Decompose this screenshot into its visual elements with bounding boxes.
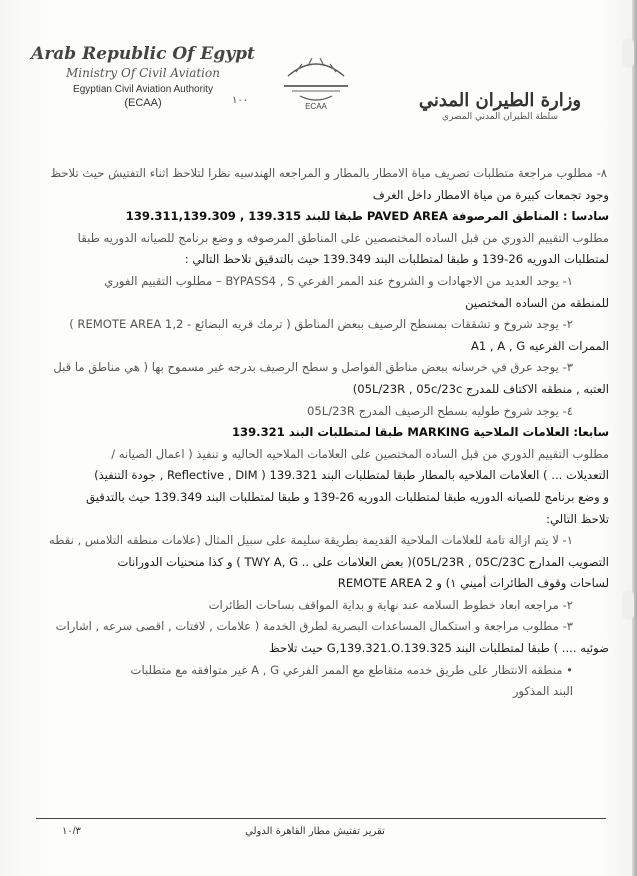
authority-name: Egyptian Civil Aviation Authority [73, 84, 213, 95]
text-line: مطلوب التقييم الدوري من قبل الساده المختصصين على المناطق المرصوفه و وضع برنامج للصيانه الدوريه طبقا [77, 230, 609, 245]
text-line: سادسا : المناطق المرصوفة PAVED AREA طبقا للبند 139.315 , 139.311,139.309 [125, 209, 609, 224]
page-mark: ١٠٠ [232, 95, 249, 106]
text-line: تلاحظ التالي: [546, 511, 609, 526]
text-line: للمنطقه من الساده المختصين [465, 295, 609, 310]
footer-rule [36, 818, 606, 819]
text-line: و وضع برنامج للصيانه الدوريه طبقا لمتطلبات الدوريه 26-139 و طبقا لمتطلبات البند 139.349 حيث بالتدقيق [86, 489, 609, 504]
text-line: العتبه , منطقه الاكتاف للمدرج 05L/23R , 05c/23c) [352, 381, 609, 396]
letterhead [0, 0, 637, 150]
ministry-title-arabic: وزارة الطيران المدني [418, 90, 582, 111]
text-line: وجود تجمعات كبيرة من مياة الامطار داخل الغرف [372, 187, 609, 202]
text-line: ٨- مطلوب مراجعة متطلبات تصريف مياة الامطار بالمطار و المراجعه الهندسيه نظرا لتلاحظ اثناء التفتيش حيث تلاحظ [50, 166, 607, 180]
text-line: سابعا: العلامات الملاحية MARKING طبقا لمتطلبات البند 139.321 [231, 425, 609, 440]
text-line: التصويب المدارج 05L/23R , 05C/23C)( بعض العلامات على .. TWY A, G ) و كذا منحنيات الدورانات [117, 554, 609, 569]
punch-hole [622, 590, 634, 620]
text-line: ضوئيه .... ) طبقا لمتطلبات البند 139.325.G,139.321.O حيث تلاحظ [269, 641, 609, 656]
footer-title: تقرير تفتيش مطار القاهرة الدولي [245, 826, 385, 837]
text-line: ٣- مطلوب مراجعة و استكمال المساعدات البصرية لطرق الخدمة ( علامات , لافتات , اقصى سرعه , اشارات [55, 619, 573, 634]
text-line: لساحات وقوف الطائرات أميني ١) و REMOTE AREA 2 [337, 576, 609, 591]
text-line: ٢- يوجد شروخ و تشققات بمسطح الرصيف ببعض المناطق ( ترمك قريه البضائع - REMOTE AREA 1,2 ) [69, 317, 573, 332]
report-body [34, 163, 609, 703]
text-line: ١- لا يتم ازالة تامة للعلامات الملاحية القديمة بطريقة سليمة على سبيل المثال (علامات منطقه التلامس , نقطه [49, 533, 573, 548]
letterhead-english [28, 44, 258, 109]
text-line: مطلوب التقييم الدوري من قبل الساده المختصين على العلامات الملاحيه الحاليه و تنفيذ ( اعمال الصيانه / [111, 446, 609, 461]
authority-acronym: (ECAA) [124, 97, 162, 109]
text-line: لمتطلبات الدوريه 26-139 و طبقا لمتطلبات البند 139.349 حيث بالتدقيق تلاحظ التالي : [184, 252, 609, 267]
country-name: Arab Republic Of Egypt [31, 44, 255, 64]
text-line: ١- يوجد العديد من الاجهادات و الشروخ عند الممر الفرعي BYPASS4 , S – مطلوب التقييم الفوري [104, 273, 573, 288]
authority-subtitle-arabic: سلطة الطيران المدني المصري [441, 112, 559, 122]
text-line: الممرات الفرعيه A1 , A , G [470, 338, 609, 353]
text-line: ٢- مراجعه ابعاد خطوط السلامه عند نهاية و بداية المواقف بساحات الطائرات [208, 597, 573, 612]
letterhead-arabic [385, 90, 615, 122]
text-line: • منطقه الانتظار على طريق خدمه متقاطع مع الممر الفرعي A , G غير متوافقه مع متطلبات [130, 662, 573, 677]
text-line: ٤- يوجد شروخ طوليه بسطح الرصيف المدرج 05L/23R [307, 403, 573, 418]
page-footer [0, 800, 637, 860]
text-line: البند المذكور [512, 684, 573, 699]
text-line: ٣- يوجد عرق في خرسانه ببعض مناطق الفواصل و سطح الرصيف بدرجه غير مسموح بها ( هي مناطق ما قبل [53, 360, 573, 375]
ecaa-logo-icon [278, 46, 354, 112]
logo-text: ECAA [305, 102, 327, 111]
page-number: ١٠/٣ [62, 826, 81, 837]
text-line: التعديلات ... ) العلامات الملاحيه بالمطار طبقا لمتطلبات البند 139.321 ( Reflective , DIM , جودة التنفيذ) [94, 468, 609, 483]
ministry-name: Ministry Of Civil Aviation [66, 66, 220, 80]
